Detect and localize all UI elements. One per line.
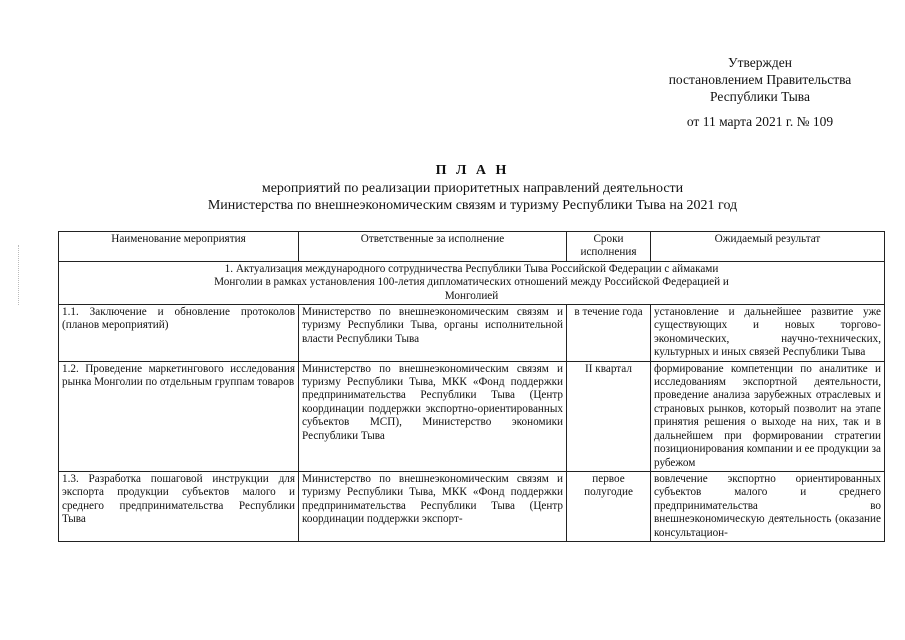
- title-line-2: Министерства по внешнеэкономическим связям и туризму Республики Тыва на 2021 год: [207, 198, 738, 213]
- row-name: 1.1. Заключение и обновление протоколов (планов мероприятий): [59, 305, 299, 362]
- header-term: Сроки исполнения: [567, 232, 651, 262]
- title-line-1: мероприятий по реализации приоритетных направлений деятельности: [261, 181, 684, 196]
- row-responsible: Министерство по внешнеэкономическим связям и туризму Республики Тыва, органы исполнительной власти Республики Тыва: [299, 305, 567, 362]
- row-responsible: Министерство по внешнеэкономическим связям и туризму Республики Тыва, МКК «Фонд поддержки предпринимательства Республики Тыва (Центр координации поддержки экспорт-: [299, 471, 567, 541]
- row-name: 1.2. Проведение маркетингового исследования рынка Монголии по отдельным группам товаров: [59, 361, 299, 471]
- row-term: первое полугодие: [567, 471, 651, 541]
- approval-stamp: [640, 54, 880, 130]
- header-responsible: Ответственные за исполнение: [299, 232, 567, 262]
- row-result: установление и дальнейшее развитие уже существующих и новых торгово-экономических, научно-технических, культурных и иных связей Республики Тыва: [651, 305, 885, 362]
- row-term: II квартал: [567, 361, 651, 471]
- table-row: [59, 471, 885, 541]
- plan-heading: П Л А Н: [435, 163, 510, 178]
- approval-date: от 11 марта 2021 г. № 109: [686, 114, 834, 129]
- table-header-row: [59, 232, 885, 262]
- plan-table: [58, 231, 885, 542]
- table-row: [59, 305, 885, 362]
- scan-edge-mark: [18, 245, 20, 305]
- approval-line-3: Республики Тыва: [710, 89, 810, 104]
- section-title: 1. Актуализация международного сотрудничества Республики Тыва Российской Федерации с аймаками Монголии в рамках установления 100-летия дипломатических отношений между Российской Федерацией и Монголией: [59, 261, 885, 304]
- table-row: [59, 361, 885, 471]
- approval-line-1: Утвержден: [728, 55, 792, 70]
- row-result: формирование компетенции по аналитике и исследованиям экспортной деятельности, проведение анализа зарубежных отраслевых и страновых рынков, который позволит на этапе принятия решения о выходе на них, так и в дальнейшем при формировании стратегии позиционирования компании и ее продукции за рубежом: [651, 361, 885, 471]
- header-result: Ожидаемый результат: [651, 232, 885, 262]
- section-row: [59, 261, 885, 304]
- approval-line-2: постановлением Правительства: [668, 72, 852, 87]
- row-term: в течение года: [567, 305, 651, 362]
- header-name: Наименование мероприятия: [59, 232, 299, 262]
- row-result: вовлечение экспортно ориентированных субъектов малого и среднего предпринимательства во внешнеэкономическую деятельность (оказание консультацион-: [651, 471, 885, 541]
- row-name: 1.3. Разработка пошаговой инструкции для экспорта продукции субъектов малого и среднего предпринимательства Республики Тыва: [59, 471, 299, 541]
- row-responsible: Министерство по внешнеэкономическим связям и туризму Республики Тыва, МКК «Фонд поддержки предпринимательства Республики Тыва (Центр координации поддержки экспортно-ориентированных субъектов МСП), Министерство экономики Республики Тыва: [299, 361, 567, 471]
- document-title: [60, 162, 885, 214]
